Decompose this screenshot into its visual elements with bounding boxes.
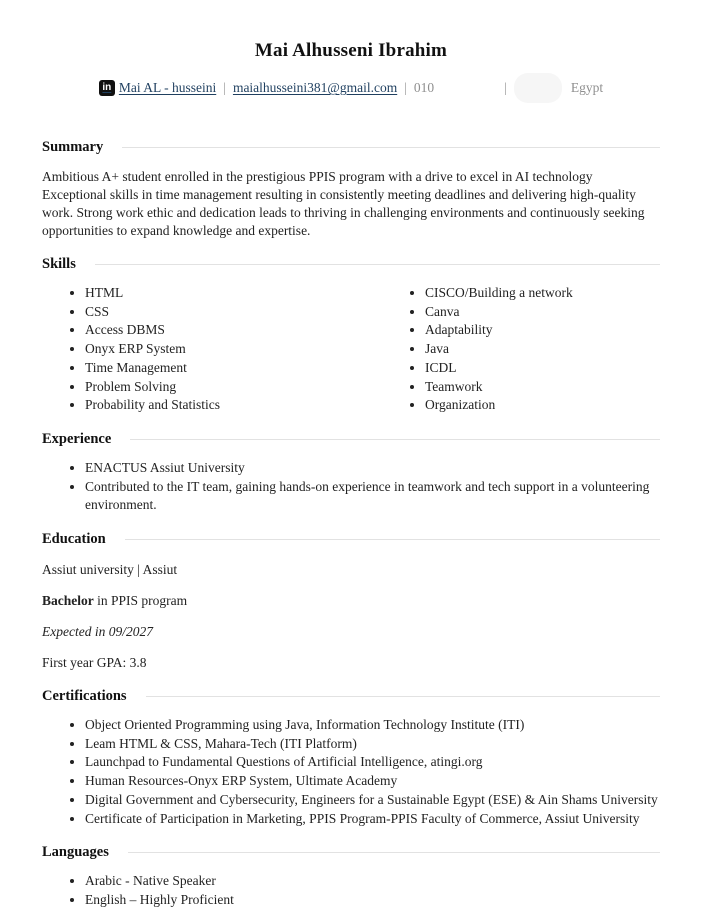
phone-redacted-area xyxy=(441,83,497,93)
heading-rule xyxy=(125,539,660,540)
experience-title: Experience xyxy=(42,430,112,447)
heading-rule xyxy=(146,696,660,697)
resume-name: Mai Alhusseni Ibrahim xyxy=(254,40,448,61)
skill-item: • Java xyxy=(425,340,660,359)
section-heading-languages xyxy=(42,844,660,861)
city-redacted-blob xyxy=(514,73,562,103)
skill-item: • ICDL xyxy=(425,359,660,378)
phone-partial: 010 xyxy=(413,80,435,95)
education-gpa: First year GPA: 3.8 xyxy=(42,655,147,671)
skill-item: • CSS xyxy=(85,303,382,322)
certification-item: • Digital Government and Cybersecurity, Engineers for a Sustainable Egypt (ESE) & Ain Shams University xyxy=(85,791,660,810)
summary-title: Summary xyxy=(42,139,104,155)
certification-item: • Launchpad to Fundamental Questions of Artificial Intelligence, atingi.org xyxy=(85,753,660,772)
heading-rule xyxy=(128,852,660,853)
education-degree-type: Bachelor xyxy=(42,593,94,609)
skills-list-left xyxy=(42,284,382,415)
skill-item: • Teamwork xyxy=(425,378,660,397)
skill-item: • Access DBMS xyxy=(85,321,382,340)
certification-item: • Object Oriented Programming using Java, Information Technology Institute (ITI) xyxy=(85,716,660,735)
education-degree xyxy=(42,592,660,610)
linkedin-icon[interactable]: in xyxy=(99,80,115,96)
skills-list-right xyxy=(382,284,660,415)
skill-item: • Time Management xyxy=(85,359,382,378)
linkedin-link-label[interactable]: Mai AL - husseini xyxy=(118,80,217,95)
heading-rule xyxy=(95,264,660,265)
certifications-title: Certifications xyxy=(42,688,127,705)
language-item: • Arabic - Native Speaker xyxy=(85,872,660,891)
email-link[interactable]: maialhusseini381@gmail.com xyxy=(232,80,398,95)
languages-title: Languages xyxy=(42,844,109,861)
education-title: Education xyxy=(42,531,106,548)
skill-item: • Onyx ERP System xyxy=(85,340,382,359)
certification-item: • Human Resources-Onyx ERP System, Ultimate Academy xyxy=(85,772,660,791)
contact-line xyxy=(42,73,660,103)
linkedin-link[interactable] xyxy=(99,80,216,96)
languages-list xyxy=(42,872,660,909)
skills-title: Skills xyxy=(42,256,76,272)
skills-columns xyxy=(42,273,660,415)
contact-separator: | xyxy=(404,80,407,95)
education-expected-date: Expected in 09/2027 xyxy=(42,624,153,640)
skill-item: • Adaptability xyxy=(425,321,660,340)
skill-item: • Probability and Statistics xyxy=(85,396,382,415)
certifications-list xyxy=(42,716,660,828)
summary-text: Ambitious A+ student enrolled in the prestigious PPIS program with a drive to excel in AI technology Exceptional skills in time management resulting in consistently meeting deadlines and delivering high-quality work. Strong work ethic and dedication leads to thriving in challenging environments and continuously seeking opportunities to expand knowledge and expertise. xyxy=(42,169,645,238)
contact-separator: | xyxy=(223,80,226,95)
section-heading-summary xyxy=(42,139,660,156)
skill-item: • Organization xyxy=(425,396,660,415)
section-heading-education xyxy=(42,531,660,548)
experience-list xyxy=(42,459,660,515)
section-heading-certifications xyxy=(42,688,660,705)
certification-item: • Leam HTML & CSS, Mahara-Tech (ITI Platform) xyxy=(85,735,660,754)
skill-item: • CISCO/Building a network xyxy=(425,284,660,303)
heading-rule xyxy=(122,147,660,148)
education-degree-program: in PPIS program xyxy=(97,593,188,609)
skill-item: • HTML xyxy=(85,284,382,303)
skill-item: • Canva xyxy=(425,303,660,322)
certification-item: • Certificate of Participation in Marketing, PPIS Program-PPIS Faculty of Commerce, Assiut University xyxy=(85,810,660,829)
language-item: • English – Highly Proficient xyxy=(85,891,660,910)
experience-item: • ENACTUS Assiut University xyxy=(85,459,660,478)
section-heading-experience xyxy=(42,431,660,448)
location-label: Egypt xyxy=(570,80,604,95)
experience-item: • Contributed to the IT team, gaining hands-on experience in teamwork and tech support in a volunteering environment. xyxy=(85,478,660,515)
heading-rule xyxy=(130,439,660,440)
contact-separator: | xyxy=(504,80,507,95)
education-institution: Assiut university | Assiut xyxy=(42,562,178,578)
section-heading-skills xyxy=(42,256,660,273)
skill-item: • Problem Solving xyxy=(85,378,382,397)
